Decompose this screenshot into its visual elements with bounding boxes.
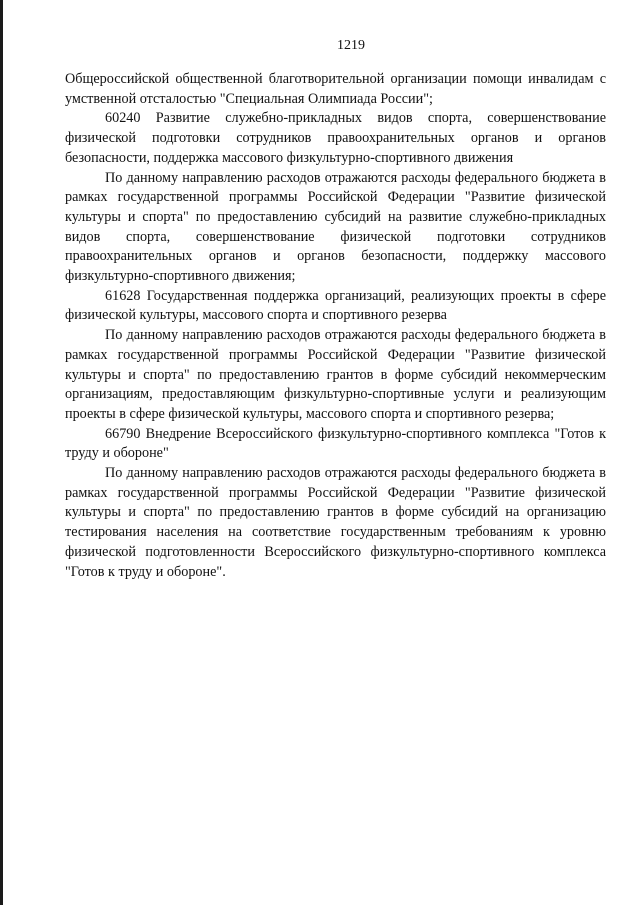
- paragraph-description-60240: По данному направлению расходов отражаются расходы федерального бюджета в рамках государственной программы Российской Федерации "Развитие физической культуры и спорта" по предоставлению субсидий на развитие служебно-прикладных видов спорта, совершенствование физической подготовки сотрудников правоохранительных органов и органов безопасности, поддержку массового физкультурно-спортивного движения;: [65, 169, 606, 285]
- paragraph-heading-61628: 61628 Государственная поддержка организаций, реализующих проекты в сфере физической культуры, массового спорта и спортивного резерва: [65, 287, 606, 324]
- paragraph-description-61628: По данному направлению расходов отражаются расходы федерального бюджета в рамках государственной программы Российской Федерации "Развитие физической культуры и спорта" по предоставлению грантов в форме субсидий некоммерческим организациям, предоставляющим физкультурно-спортивные услуги и реализующим проекты в сфере физической культуры, массового спорта и спортивного резерва;: [65, 327, 606, 422]
- paragraph-heading-66790: 66790 Внедрение Всероссийского физкультурно-спортивного комплекса "Готов к труду и обороне": [65, 425, 606, 462]
- document-body: [65, 70, 606, 582]
- page-number: 1219: [337, 38, 365, 53]
- paragraph-continuation: Общероссийской общественной благотворительной организации помощи инвалидам с умственной отсталостью "Специальная Олимпиада России";: [65, 71, 606, 107]
- paragraph-heading-60240: 60240 Развитие служебно-прикладных видов спорта, совершенствование физической подготовки сотрудников правоохранительных органов и органов безопасности, поддержка массового физкультурно-спортивного движения: [65, 110, 606, 166]
- paragraph-description-66790: По данному направлению расходов отражаются расходы федерального бюджета в рамках государственной программы Российской Федерации "Развитие физической культуры и спорта" по предоставлению грантов в форме субсидий на организацию тестирования населения на соответствие государственным требованиям к уровню физической подготовленности Всероссийского физкультурно-спортивного комплекса "Готов к труду и обороне".: [65, 465, 606, 580]
